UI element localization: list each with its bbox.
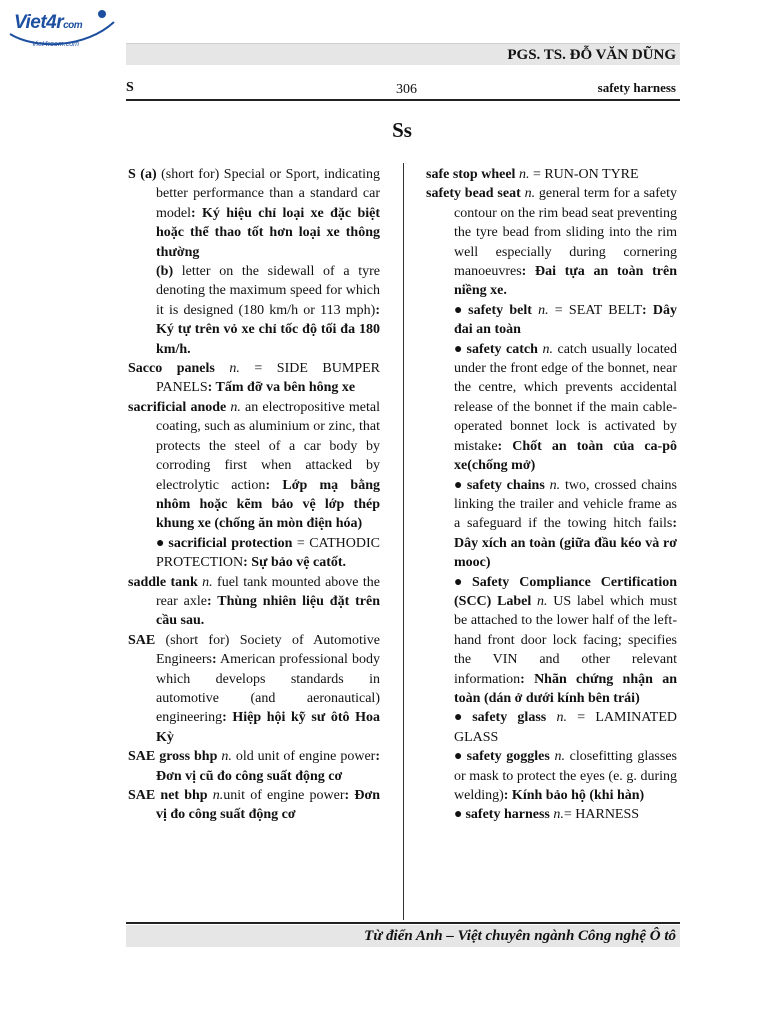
entry-pos: n. <box>553 807 564 823</box>
dictionary-entry-s <box>128 165 380 262</box>
dictionary-entry-s-b <box>128 262 380 359</box>
entry-text: American professional body which develops standards in automotive (and aeronautical) engineering <box>156 652 380 726</box>
entry-term: sacrificial protection <box>168 535 293 551</box>
entry-term: SAE gross bhp <box>128 749 218 765</box>
site-logo <box>6 4 118 52</box>
entry-vi: : Lớp mạ bằng nhôm hoặc kẽm bảo vệ lớp thép khung xe (chống ăn mòn điện hóa) <box>156 477 380 532</box>
dictionary-entry-safety-bead-seat <box>426 184 677 300</box>
entry-vi: : Kính bảo hộ (khi hàn) <box>503 788 645 803</box>
footer-title: Từ điển Anh – Việt chuyên ngành Công nghệ Ô tô <box>126 925 680 947</box>
dictionary-entry-sacrificial-protection <box>128 534 380 573</box>
entry-vi: : Đai tựa an toàn trên niềng xe. <box>454 264 677 299</box>
dictionary-entry-safety-catch <box>426 340 677 476</box>
entry-pos: n. <box>230 399 241 415</box>
entry-sense: (a) <box>140 167 157 182</box>
entry-pos: n. <box>202 574 213 590</box>
bullet-icon: ● <box>454 477 464 493</box>
entry-text: = SIDE BUMPER PANELS <box>156 361 380 396</box>
bullet-icon: ● <box>156 535 166 551</box>
entry-text: fuel tank mounted above the rear axle <box>156 574 380 609</box>
entry-pos: n. <box>538 302 549 318</box>
entry-text: old unit of engine power <box>231 749 376 765</box>
entry-term: SAE <box>128 632 156 648</box>
entry-vi: : Ký hiệu chỉ loại xe đặc biệt hoặc thể thao tốt hơn loại xe thông thường <box>156 205 380 260</box>
bullet-icon: ● <box>454 341 464 357</box>
entry-text: = LAMINATED GLASS <box>454 710 677 745</box>
entry-term: safety bead seat <box>426 186 521 202</box>
entry-vi: : Dây đai an toàn <box>454 302 677 338</box>
entry-vi: : Thùng nhiên liệu đặt trên cầu sau. <box>156 593 380 629</box>
right-column <box>426 165 677 825</box>
entry-text: two, crossed chains linking the trailer and vehicle frame as a safeguard if the towing hitch fails <box>454 477 677 532</box>
running-head <box>126 78 676 98</box>
entry-text: letter on the sidewall of a tyre denoting the maximum speed for which it is designed (180 km/h or 113 mph) <box>156 264 380 318</box>
author-header: PGS. TS. ĐỖ VĂN DŨNG <box>126 43 680 65</box>
dictionary-entry-safety-glass <box>426 708 677 747</box>
dictionary-entry-safety-harness <box>426 805 677 824</box>
section-title: Ss <box>392 118 412 142</box>
entry-pos: n. <box>221 749 232 765</box>
dictionary-entry-safety-compliance <box>426 573 677 709</box>
entry-pos: n. <box>212 788 224 803</box>
entry-term: S <box>128 167 141 182</box>
header-rule <box>126 99 680 101</box>
dictionary-entry-sacco-panels <box>128 359 380 398</box>
guide-word: safety harness <box>597 80 676 95</box>
page-number: 306 <box>396 82 417 97</box>
entry-term: safety catch <box>466 341 538 357</box>
entry-text: = SEAT BELT <box>548 302 643 318</box>
entry-pos: n. <box>518 167 530 182</box>
entry-vi: : Đơn vị cũ đo công suất động cơ <box>156 749 380 784</box>
entry-term: safe stop wheel <box>426 167 516 182</box>
entry-pos: n. <box>537 593 548 609</box>
entry-text: (short for) Society of Automotive Engineers <box>155 632 380 668</box>
entry-pos: n. <box>542 341 553 357</box>
entry-term: safety belt <box>468 302 532 318</box>
logo-brand: Viet4rcom <box>14 12 83 33</box>
entry-pos: n. <box>229 361 240 377</box>
entry-text: unit of engine power <box>223 788 345 803</box>
bullet-icon: ● <box>454 807 463 823</box>
entry-vi: : Nhãn chứng nhận an toàn (dán ở dưới kính bên trái) <box>454 671 677 706</box>
entry-term: saddle tank <box>128 574 198 590</box>
entry-text <box>546 710 556 725</box>
entry-term: safety goggles <box>466 749 550 765</box>
entry-vi: : Ký tự trên vỏ xe chỉ tốc độ tối đa 180 km/h. <box>156 302 380 357</box>
entry-vi: : Dây xích an toàn (giữa đầu kéo và rơ mooc) <box>454 516 677 571</box>
entry-text: US label which must be attached to the lower half of the left-hand front door lock facing; specifies the VIN and other relevant information <box>454 593 678 687</box>
entry-vi: : <box>211 652 217 668</box>
entry-vi: : Đơn vị đo công suất động cơ <box>156 788 380 823</box>
entry-text: (short for) Special or Sport, indicating better performance than a standard car model <box>156 167 380 221</box>
dictionary-entry-safety-goggles <box>426 747 677 805</box>
entry-vi: : Sự bảo vệ catốt. <box>243 555 347 571</box>
entry-term: sacrificial anode <box>128 399 227 415</box>
bullet-icon: ● <box>454 710 470 726</box>
dictionary-entry-sae-net-bhp <box>128 786 380 825</box>
logo-subtitle: Viet4room.com <box>32 41 79 48</box>
entry-term: SAE net bhp <box>128 788 208 803</box>
bullet-icon: ● <box>454 302 466 318</box>
bullet-icon: ● <box>454 749 464 765</box>
entry-term: safety chains <box>466 477 545 493</box>
entry-text: = HARNESS <box>563 807 640 823</box>
entry-text: catch usually located under the front edge of the bonnet, near the centre, which prevents accidental release of the bonnet if the main cable-operated bonnet lock is activated by mistake <box>454 341 677 454</box>
entry-text: = CATHODIC PROTECTION <box>156 535 380 571</box>
entry-vi: : Hiệp hội kỹ sư ôtô Hoa Kỳ <box>156 710 380 745</box>
left-column <box>128 165 380 825</box>
dictionary-entry-sacrificial-anode <box>128 398 380 534</box>
entry-vi: : Tấm đỡ va bên hông xe <box>207 380 356 396</box>
entry-term: safety harness <box>465 807 550 823</box>
dictionary-entry-safety-belt <box>426 301 677 340</box>
entry-text <box>215 361 230 376</box>
entry-text: general term for a safety contour on the rim bead seat preventing the tyre bead from sliding into the rim well especially during cornering manoeuvres <box>454 186 677 280</box>
entry-text: an electropositive metal coating, such as aluminium or zinc, that protects the steel of a car body by corroding first when attacked by electrolytic action <box>156 399 380 493</box>
entry-sense: (b) <box>156 264 174 280</box>
footer-rule <box>126 922 680 924</box>
entry-pos: n. <box>556 710 567 726</box>
entry-text: = RUN-ON TYRE <box>529 167 639 182</box>
dictionary-entry-safe-stop-wheel <box>426 165 677 184</box>
entry-term: Safety Compliance Certification (SCC) Label <box>454 574 677 609</box>
entry-pos: n. <box>549 477 561 493</box>
entry-term: Sacco panels <box>128 361 215 377</box>
entry-pos: n. <box>554 749 566 765</box>
dictionary-entry-safety-chains <box>426 476 677 573</box>
column-divider <box>403 163 404 920</box>
dictionary-entry-sae <box>128 631 380 747</box>
entry-pos: n. <box>524 186 536 202</box>
entry-vi: : Chốt an toàn của ca-pô xe(chống mở) <box>454 438 677 474</box>
bullet-icon: ● <box>454 574 469 590</box>
section-letter: S <box>126 80 134 95</box>
entry-text: closefitting glasses or mask to protect the eyes (e. g. during welding) <box>454 749 677 803</box>
entry-term: safety glass <box>472 710 547 726</box>
dictionary-entry-sae-gross-bhp <box>128 747 380 786</box>
dictionary-entry-saddle-tank <box>128 573 380 631</box>
